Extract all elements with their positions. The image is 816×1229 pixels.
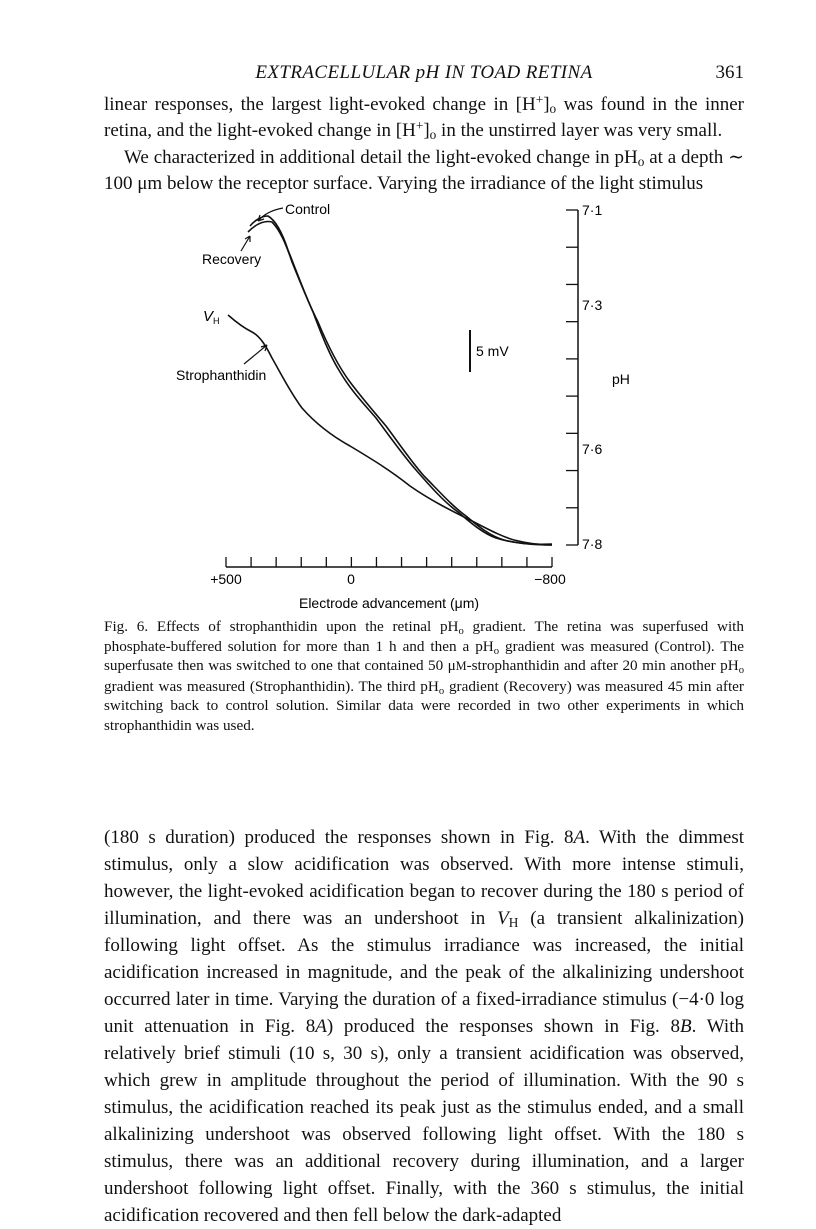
- running-header: [104, 62, 744, 88]
- body-text-bottom: [104, 824, 744, 1229]
- control-label: Control: [285, 201, 331, 217]
- figure-6-plot: [0, 190, 816, 615]
- y-axis-ticks: [566, 210, 578, 545]
- y-axis-title: pH: [612, 371, 630, 387]
- body-text-top: [104, 92, 744, 197]
- paragraph: linear responses, the largest light-evoked change in $[H^+]_o$ was found in the inner retina, and the light-evoked change in $[H^+]_o$ in the unstirred layer was very small.: [104, 92, 745, 143]
- figure-caption: Fig. 6. Effects of strophanthidin upon the retinal $pH_o$ gradient. The retina was superfused with phosphate-buffered solution for more than 1 h and then a $pH_o$ gradient was measured (Control). The superfusate then was switched to one that contained 50 μM-strophanthidin and after 20 min another $pH_o$ gradient was measured (Strophanthidin). The third $pH_o$ gradient (Recovery) was measured 45 min after switching back to control solution. Similar data were recorded in two other experiments in which strophanthidin was used.: [104, 618, 744, 734]
- recovery-pointer: [241, 236, 250, 251]
- strophanthidin-label: Strophanthidin: [176, 367, 267, 383]
- x-axis-title: Electrode advancement (μm): [298, 595, 480, 611]
- x-tick-label: +500: [210, 571, 242, 587]
- control-trace: [250, 216, 552, 544]
- paragraph: (180 s duration) produced the responses shown in Fig. 8A. With the dimmest stimulus, only a slow acidification was observed. With more intense stimuli, however, the light-evoked acidification began to recover during the 180 s period of illumination, and there was an undershoot in $V_H$ (a transient alkalinization) following light offset. As the stimulus irradiance was increased, the initial acidification increased in magnitude, and the peak of the alkalinizing undershoot occurred later in time. Varying the duration of a fixed-irradiance stimulus (−4·0 log unit attenuation in Fig. 8A) produced the responses shown in Fig. 8B. With relatively brief stimuli (10 s, 30 s), only a transient acidification was observed, which grew in amplitude throughout the period of illumination. With the 90 s stimulus, the acidification reached its peak just as the stimulus ended, and a small alkalinizing undershoot was observed following light offset. With the 180 s stimulus, there was an additional recovery during illumination, and a larger undershoot following light offset. Finally, with the 360 s stimulus, the initial acidification recovered and then fell below the dark-adapted: [104, 827, 744, 1226]
- paragraph: We characterized in additional detail the light-evoked change in $pH_o$ at a depth ∼ 100 μm below the receptor surface. Varying the irradiance of the light stimulus: [104, 146, 744, 194]
- y-tick-label: 7·1: [582, 202, 603, 218]
- running-title: EXTRACELLULAR pH IN TOAD RETINA: [255, 62, 593, 83]
- control-pointer: [258, 208, 283, 221]
- page-number: 361: [715, 62, 744, 83]
- y-tick-label: 7·6: [582, 441, 603, 457]
- y-tick-label: 7·8: [582, 536, 603, 552]
- recovery-label: Recovery: [202, 251, 262, 267]
- strophanthidin-pointer: [244, 345, 267, 364]
- x-tick-label: −800: [534, 571, 566, 587]
- caption-label: Fig. 6.: [104, 618, 149, 635]
- vh-label: $V_H$: [203, 308, 220, 326]
- recovery-trace: [248, 221, 552, 545]
- x-axis-ticks: [226, 557, 552, 567]
- x-tick-label: 0: [347, 571, 355, 587]
- y-tick-label: 7·3: [582, 297, 603, 313]
- scale-bar-label: 5 mV: [476, 343, 509, 359]
